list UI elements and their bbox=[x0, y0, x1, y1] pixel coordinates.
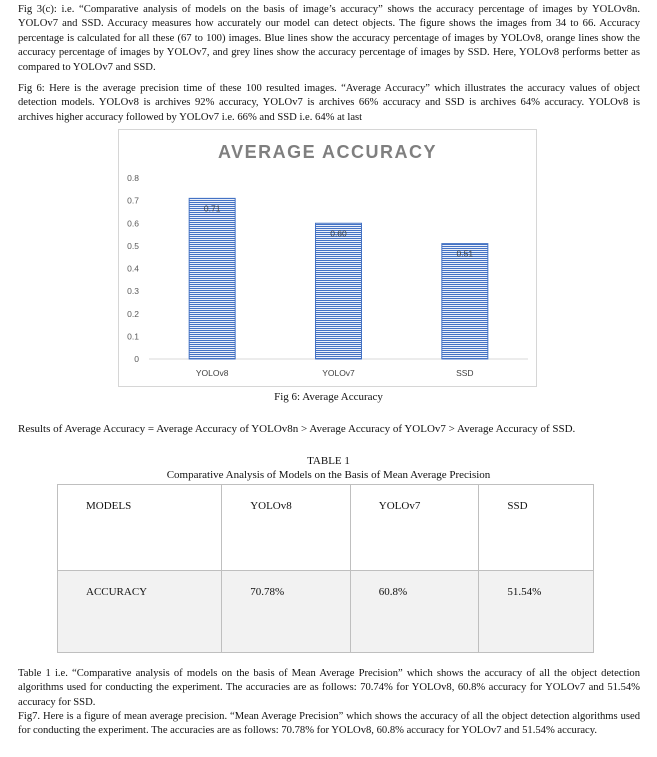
y-tick-label: 0 bbox=[134, 354, 139, 364]
bar-ssd bbox=[442, 244, 488, 359]
chart-plot bbox=[119, 130, 538, 388]
x-tick-label: YOLOv8 bbox=[195, 368, 229, 378]
table-row bbox=[58, 571, 594, 653]
table-cell: ACCURACY bbox=[58, 571, 222, 653]
results-table bbox=[57, 484, 594, 653]
bar-yolov8 bbox=[189, 198, 235, 359]
table-cell: 51.54% bbox=[479, 571, 594, 653]
data-label: 0.60 bbox=[330, 228, 347, 239]
x-tick-label: SSD bbox=[456, 368, 474, 378]
data-label: 0.51 bbox=[456, 248, 474, 259]
y-tick-label: 0.1 bbox=[127, 331, 139, 342]
y-tick-label: 0.8 bbox=[127, 173, 139, 183]
table-label: TABLE 1 bbox=[307, 455, 350, 467]
y-tick-label: 0.7 bbox=[127, 195, 139, 206]
paragraph-fig7: Fig7. Here is a figure of mean average precision. “Mean Average Precision” which shows the accuracy of all the object detection algorithms used for conducting the experiment. The accuracies are as follows: 70.78% for YOLOv8, 60.8% accuracy for YOLOv7 and 51.54% accuracy. bbox=[18, 711, 640, 737]
table-header-cell: YOLOv8 bbox=[222, 485, 351, 571]
y-tick-label: 0.5 bbox=[127, 240, 139, 251]
table-header-cell: SSD bbox=[479, 485, 594, 571]
table-cell: 60.8% bbox=[350, 571, 479, 653]
paragraph-table1: Table 1 i.e. “Comparative analysis of models on the basis of Mean Average Precision” which shows the accuracy of all the object detection algorithms used for conducting the experiment. The accuracies are as follows: 70.74% for YOLOv8, 60.8% accuracy for YOLOv7 and 51.54% accuracy for SSD. bbox=[18, 668, 640, 708]
y-tick-label: 0.4 bbox=[127, 263, 139, 274]
average-accuracy-chart bbox=[118, 129, 537, 387]
y-tick-label: 0.3 bbox=[127, 286, 139, 297]
y-tick-label: 0.6 bbox=[127, 218, 139, 229]
table-header-row bbox=[58, 485, 594, 571]
table-header-cell: YOLOv7 bbox=[350, 485, 479, 571]
y-tick-label: 0.2 bbox=[127, 308, 139, 319]
bar-yolov7 bbox=[316, 223, 362, 359]
paragraph-fig6: Fig 6: Here is the average precision time of these 100 resulted images. “Average Accuracy” which illustrates the accuracy values of object detection models. YOLOv8 is archives 92% accuracy, YOLOv7 is archives 66% accuracy and SSD is archives 64% accuracy. YOLOv8 is archives higher accuracy followed by YOLOv7 i.e. 66% and SSD i.e. 64% at last bbox=[18, 83, 640, 123]
figure-caption: Fig 6: Average Accuracy bbox=[274, 391, 383, 403]
data-label: 0.71 bbox=[203, 203, 221, 214]
results-summary: Results of Average Accuracy = Average Accuracy of YOLOv8n > Average Accuracy of YOLOv7 > Average Accuracy of SSD. bbox=[18, 423, 576, 435]
paragraph-fig3c: Fig 3(c): i.e. “Comparative analysis of models on the basis of image’s accuracy” shows the accuracy percentage of images by YOLOv8n. YOLOv7 and SSD. Accuracy measures how accurately our model can detect objects. The figure shows the images from 34 to 66. Accuracy percentage is calculated for all these (67 to 100) images. Blue lines show the accuracy percentage of images by YOLOv8, orange lines show the accuracy percentage of images by YOLOv7, and grey lines show the accuracy percentage of images by SSD. Here, YOLOv8 performs better as compared to YOLOv7 and SSD. bbox=[18, 4, 640, 73]
table-header-cell: MODELS bbox=[58, 485, 222, 571]
table-cell: 70.78% bbox=[222, 571, 351, 653]
x-tick-label: YOLOv7 bbox=[322, 368, 355, 378]
chart-title: AVERAGE ACCURACY bbox=[217, 142, 437, 162]
table-title: Comparative Analysis of Models on the Basis of Mean Average Precision bbox=[166, 469, 491, 481]
